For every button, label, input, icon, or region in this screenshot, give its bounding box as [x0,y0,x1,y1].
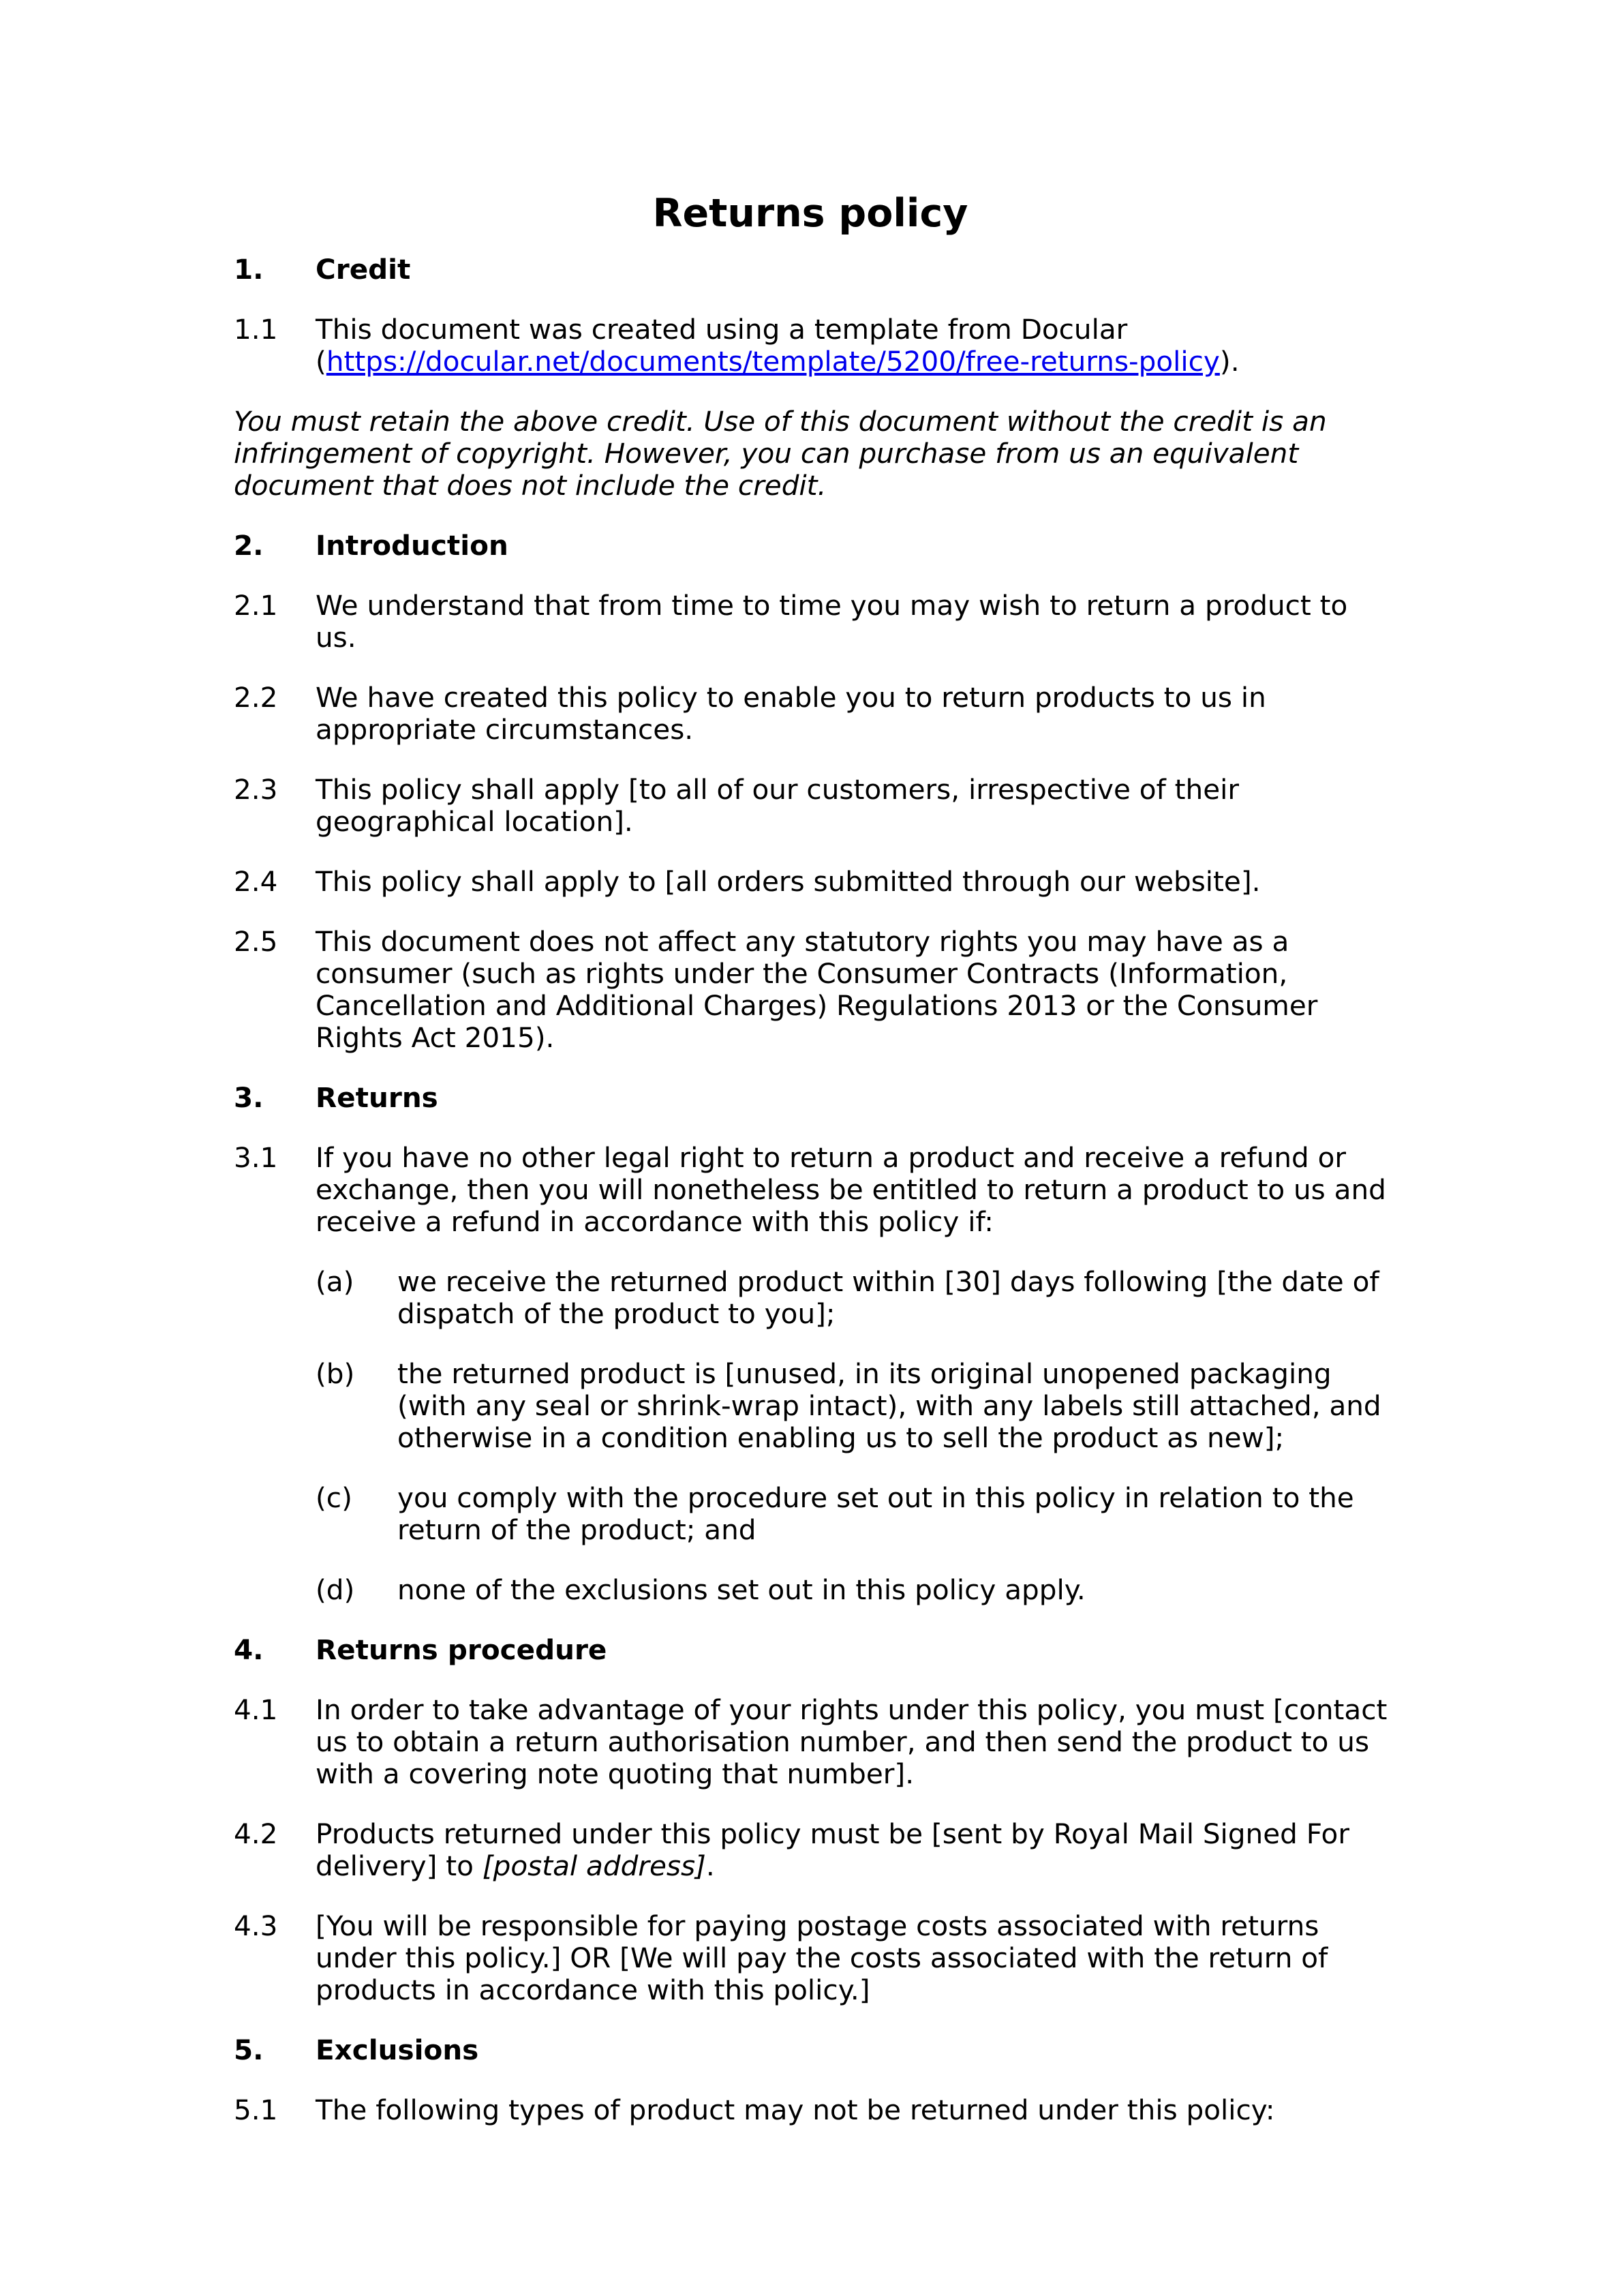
clause-number: 4.2 [234,1817,278,1850]
clause-text-before-placeholder: Products returned under this policy must be [sent by Royal Mail Signed For delivery] to [316,1817,1349,1882]
clause-text [316,1818,1392,1882]
clause-number: 2.5 [234,925,278,958]
subclause-label: (a) [316,1265,354,1298]
subclause-label: (d) [316,1573,355,1606]
clause-5-1 [234,2094,1392,2126]
clause-2-3 [234,774,1392,838]
clause-4-3 [234,1910,1392,2006]
clause-text-before-link: This document was created using a template from Docular ( [316,313,1128,378]
section-number: 5. [234,2034,264,2066]
section-title: Exclusions [316,2034,479,2066]
clause-4-1 [234,1694,1392,1790]
clause-number: 2.3 [234,773,278,806]
clause-text: We understand that from time to time you may wish to return a product to us. [316,589,1348,654]
clause-number: 1.1 [234,313,278,346]
subclause-a [316,1266,1392,1330]
section-heading-introduction [234,530,1392,562]
subclause-label: (c) [316,1481,352,1514]
subclause-c [316,1482,1392,1546]
clause-text: [You will be responsible for paying postage costs associated with returns under this policy.] OR [We will pay the costs associated with the return of products in accordance with this policy.] [316,1909,1328,2006]
clause-text-after-placeholder: . [705,1849,715,1882]
clause-2-5 [234,926,1392,1054]
docular-template-link[interactable]: https://docular.net/documents/template/5200/free-returns-policy [326,345,1220,378]
section-heading-exclusions [234,2034,1392,2066]
section-number: 1. [234,253,264,286]
section-heading-returns-procedure [234,1634,1392,1666]
section-title: Introduction [316,529,508,562]
clause-text: This policy shall apply [to all of our customers, irrespective of their geographical location]. [316,773,1240,838]
clause-4-2 [234,1818,1392,1882]
clause-text: The following types of product may not be returned under this policy: [316,2094,1275,2126]
clause-text: This document does not affect any statutory rights you may have as a consumer (such as rights under the Consumer Contracts (Information, Cancellation and Additional Charges) Regulations 2013 or the Consumer Rights Act 2015). [316,925,1318,1054]
subclause-text: the returned product is [unused, in its original unopened packaging (with any seal or shrink-wrap intact), with any labels still attached, and otherwise in a condition enabling us to sell the product as new]; [397,1357,1381,1454]
section-title: Credit [316,253,411,286]
subclause-text: we receive the returned product within [30] days following [the date of dispatch of the product to you]; [397,1265,1379,1330]
subclause-label: (b) [316,1357,355,1390]
clause-number: 5.1 [234,2094,278,2126]
document-title: Returns policy [652,191,968,236]
clause-number: 2.4 [234,865,278,898]
clause-text: We have created this policy to enable you to return products to us in appropriate circumstances. [316,681,1266,746]
section-number: 3. [234,1081,264,1114]
postal-address-placeholder: [postal address] [482,1849,706,1882]
clause-number: 4.1 [234,1693,278,1726]
clause-number: 3.1 [234,1141,278,1174]
document-body [234,191,1392,2154]
clause-2-1 [234,590,1392,654]
clause-number: 2.1 [234,589,278,622]
clause-number: 2.2 [234,681,278,714]
subclause-text: you comply with the procedure set out in this policy in relation to the return of the product; and [397,1481,1354,1546]
clause-text: If you have no other legal right to return a product and receive a refund or exchange, then you will nonetheless be entitled to return a product to us and receive a refund in accordance with this policy if: [316,1141,1386,1238]
clause-text [316,314,1392,378]
section-title: Returns [316,1081,438,1114]
clause-2-2 [234,682,1392,746]
section-title: Returns procedure [316,1633,607,1666]
section-number: 4. [234,1633,264,1666]
clause-2-4 [234,866,1392,898]
credit-notice: You must retain the above credit. Use of this document without the credit is an infringement of copyright. However, you can purchase from us an equivalent document that does not include the credit. [234,405,1327,502]
clause-3-1 [234,1142,1392,1238]
subclause-b [316,1358,1392,1454]
section-number: 2. [234,529,264,562]
clause-text: This policy shall apply to [all orders submitted through our website]. [316,865,1261,898]
subclause-d [316,1574,1392,1606]
clause-text: In order to take advantage of your rights under this policy, you must [contact us to obtain a return authorisation number, and then send the product to us with a covering note quoting that number]. [316,1693,1388,1790]
subclause-text: none of the exclusions set out in this policy apply. [397,1573,1086,1606]
clause-text-after-link: ). [1219,345,1240,378]
clause-number: 4.3 [234,1909,278,1942]
clause-1-1 [234,314,1392,378]
section-heading-returns [234,1082,1392,1114]
section-heading-credit [234,254,1392,286]
